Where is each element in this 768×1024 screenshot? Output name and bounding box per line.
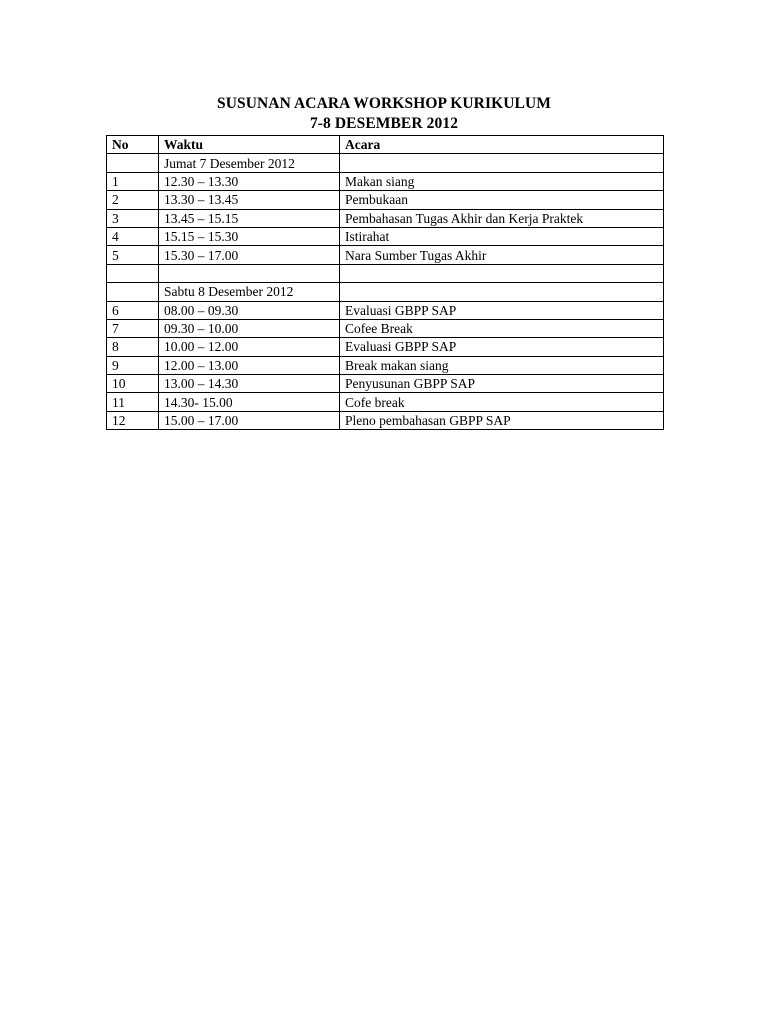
table-cell-acara: Evaluasi GBPP SAP <box>340 338 664 356</box>
table-cell-acara: Penyusunan GBPP SAP <box>340 375 664 393</box>
table-cell-no: 9 <box>107 356 159 374</box>
table-cell-no: 3 <box>107 209 159 227</box>
table-cell-waktu: 13.30 – 13.45 <box>159 191 340 209</box>
table-cell-no <box>107 283 159 301</box>
table-cell-waktu <box>159 264 340 282</box>
table-row <box>107 411 664 429</box>
table-row <box>107 172 664 190</box>
table-cell-acara: Pembahasan Tugas Akhir dan Kerja Praktek <box>340 209 664 227</box>
title-line-2: 7-8 DESEMBER 2012 <box>309 115 459 132</box>
table-cell-no: 2 <box>107 191 159 209</box>
table-header-row <box>107 136 664 154</box>
table-row <box>107 375 664 393</box>
table-row <box>107 393 664 411</box>
table-cell-waktu: 15.15 – 15.30 <box>159 227 340 245</box>
table-cell-no <box>107 264 159 282</box>
table-cell-no <box>107 154 159 172</box>
table-row <box>107 209 664 227</box>
table-row <box>107 191 664 209</box>
table-cell-no: 4 <box>107 227 159 245</box>
day-label-row <box>107 283 664 301</box>
header-waktu: Waktu <box>159 136 340 154</box>
table-cell-no: 5 <box>107 246 159 264</box>
table-row <box>107 246 664 264</box>
day-label-row <box>107 154 664 172</box>
table-cell-waktu: 12.00 – 13.00 <box>159 356 340 374</box>
table-row <box>107 319 664 337</box>
table-cell-acara <box>340 283 664 301</box>
schedule-table <box>106 135 664 430</box>
table-cell-acara: Pleno pembahasan GBPP SAP <box>340 411 664 429</box>
table-cell-acara: Nara Sumber Tugas Akhir <box>340 246 664 264</box>
day-label-jumat: Jumat 7 Desember 2012 <box>159 154 340 172</box>
table-row <box>107 338 664 356</box>
table-cell-waktu: 08.00 – 09.30 <box>159 301 340 319</box>
table-cell-waktu: 13.00 – 14.30 <box>159 375 340 393</box>
table-cell-acara <box>340 264 664 282</box>
document-title <box>0 94 768 134</box>
table-cell-acara: Pembukaan <box>340 191 664 209</box>
header-no: No <box>107 136 159 154</box>
table-cell-waktu: 14.30- 15.00 <box>159 393 340 411</box>
table-cell-acara: Makan siang <box>340 172 664 190</box>
table-cell-no: 1 <box>107 172 159 190</box>
table-cell-waktu: 15.00 – 17.00 <box>159 411 340 429</box>
table-cell-acara: Evaluasi GBPP SAP <box>340 301 664 319</box>
table-cell-acara <box>340 154 664 172</box>
table-cell-acara: Cofee Break <box>340 319 664 337</box>
table-cell-no: 7 <box>107 319 159 337</box>
table-cell-acara: Break makan siang <box>340 356 664 374</box>
table-cell-no: 8 <box>107 338 159 356</box>
table-cell-waktu: 10.00 – 12.00 <box>159 338 340 356</box>
empty-separator-row <box>107 264 664 282</box>
table-cell-no: 11 <box>107 393 159 411</box>
title-line-1: SUSUNAN ACARA WORKSHOP KURIKULUM <box>216 95 552 112</box>
table-cell-waktu: 12.30 – 13.30 <box>159 172 340 190</box>
header-acara: Acara <box>340 136 664 154</box>
table-cell-no: 6 <box>107 301 159 319</box>
table-row <box>107 301 664 319</box>
table-row <box>107 227 664 245</box>
table-cell-waktu: 09.30 – 10.00 <box>159 319 340 337</box>
table-cell-waktu: 15.30 – 17.00 <box>159 246 340 264</box>
table-cell-waktu: 13.45 – 15.15 <box>159 209 340 227</box>
table-row <box>107 356 664 374</box>
table-cell-acara: Istirahat <box>340 227 664 245</box>
table-cell-no: 12 <box>107 411 159 429</box>
table-cell-acara: Cofe break <box>340 393 664 411</box>
day-label-sabtu: Sabtu 8 Desember 2012 <box>159 283 340 301</box>
table-cell-no: 10 <box>107 375 159 393</box>
